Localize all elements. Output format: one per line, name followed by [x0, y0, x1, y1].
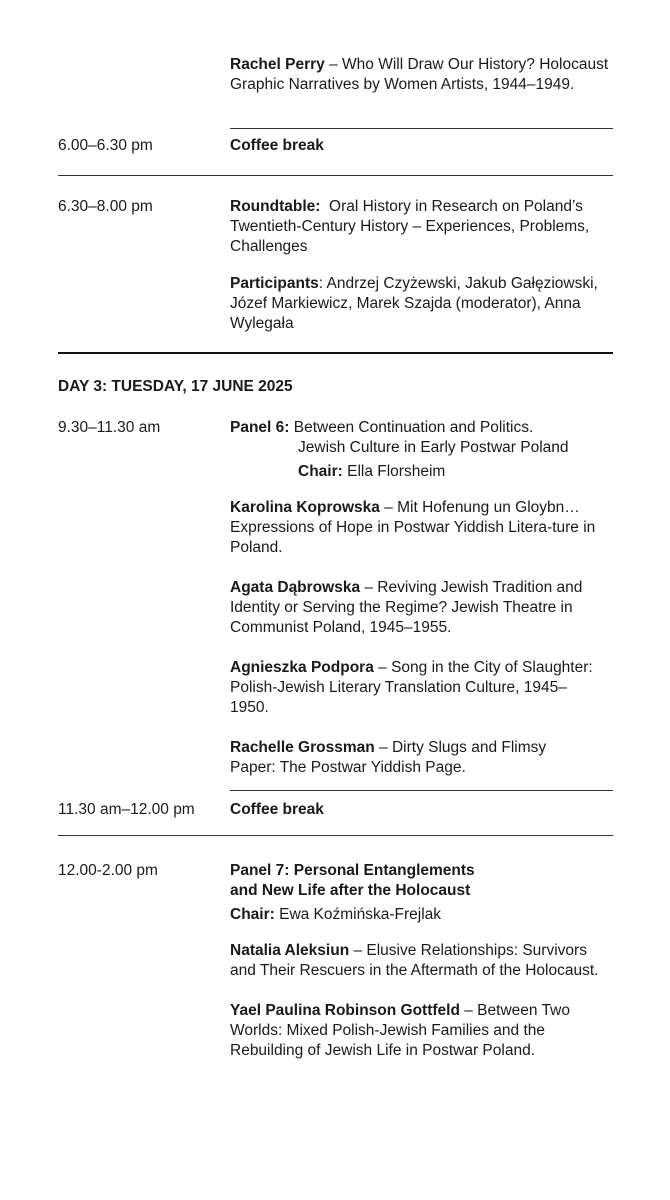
divider — [58, 835, 613, 836]
divider — [58, 175, 613, 176]
panel-title-line2: Jewish Culture in Early Postwar Poland — [298, 439, 569, 456]
talk-title: – Song in the City of Slaughter: Polish-Jewish Literary Translation Culture, 1945–1950. — [230, 659, 593, 716]
panel-7 — [230, 861, 625, 1061]
panel-title-line1: Between Continuation and Politics. — [289, 419, 534, 436]
speaker-name: Natalia Aleksiun — [230, 942, 350, 959]
talk-entry — [230, 941, 600, 981]
talk-entry — [230, 498, 615, 558]
panel-6 — [230, 418, 625, 778]
divider — [230, 790, 613, 791]
chair-name: Ewa Koźmińska-Frejlak — [274, 906, 442, 923]
speaker-name: Yael Paulina Robinson Gottfeld — [230, 1002, 460, 1019]
panel-label: Panel 7: — [230, 862, 290, 879]
panel-title-line2: and New Life after the Holocaust — [230, 882, 471, 899]
speaker-name: Agata Dąbrowska — [230, 579, 361, 596]
roundtable-title: Oral History in Research on Poland’s Twentieth-Century History – Experiences, Problems, Challenges — [230, 198, 594, 255]
coffee-break-label: Coffee break — [230, 137, 324, 154]
talk-title: – Dirty Slugs and Flimsy Paper: The Postwar Yiddish Page. — [230, 739, 547, 776]
talk-entry — [230, 1001, 610, 1061]
roundtable-entry — [230, 197, 625, 334]
talk-entry — [230, 738, 590, 778]
roundtable-label: Roundtable: — [230, 198, 321, 215]
coffee-break-label: Coffee break — [230, 801, 324, 818]
time-slot: 11.30 am–12.00 pm — [58, 801, 195, 818]
time-slot: 9.30–11.30 am — [58, 419, 161, 436]
chair-name: Ella Florsheim — [342, 463, 446, 480]
divider — [230, 128, 613, 129]
talk-entry — [230, 578, 595, 638]
day-heading: DAY 3: TUESDAY, 17 JUNE 2025 — [58, 378, 293, 395]
participants-label: Participants — [230, 275, 319, 292]
talk-title: – Elusive Relationships: Survivors and Their Rescuers in the Aftermath of the Holocaust. — [230, 942, 599, 979]
talk-entry — [230, 658, 600, 718]
time-slot: 12.00-2.00 pm — [58, 862, 158, 879]
section-divider — [58, 352, 613, 354]
time-slot: 6.00–6.30 pm — [58, 137, 153, 154]
talk-title: – Between Two Worlds: Mixed Polish-Jewish Families and the Rebuilding of Jewish Life in Postwar Poland. — [230, 1002, 570, 1059]
speaker-name: Karolina Koprowska — [230, 499, 380, 516]
talk-title: – Mit Hofenung un Gloybn… Expressions of Hope in Postwar Yiddish Litera-ture in Poland. — [230, 499, 596, 556]
speaker-name: Rachelle Grossman — [230, 739, 375, 756]
talk-entry-perry — [230, 55, 625, 95]
time-slot: 6.30–8.00 pm — [58, 198, 153, 215]
talk-title: – Reviving Jewish Tradition and Identity or Serving the Regime? Jewish Theatre in Communist Poland, 1945–1955. — [230, 579, 583, 636]
chair-label: Chair: — [230, 906, 275, 923]
panel-title-line1: Personal Entanglements — [289, 862, 475, 879]
speaker-name: Rachel Perry — [230, 56, 325, 73]
chair-label: Chair: — [298, 463, 343, 480]
panel-label: Panel 6: — [230, 419, 290, 436]
talk-title: – Who Will Draw Our History? Holocaust Graphic Narratives by Women Artists, 1944–1949. — [230, 56, 609, 93]
speaker-name: Agnieszka Podpora — [230, 659, 374, 676]
participants-list: : Andrzej Czyżewski, Jakub Gałęziowski, Józef Markiewicz, Marek Szajda (moderator), Anna Wylegała — [230, 275, 598, 332]
